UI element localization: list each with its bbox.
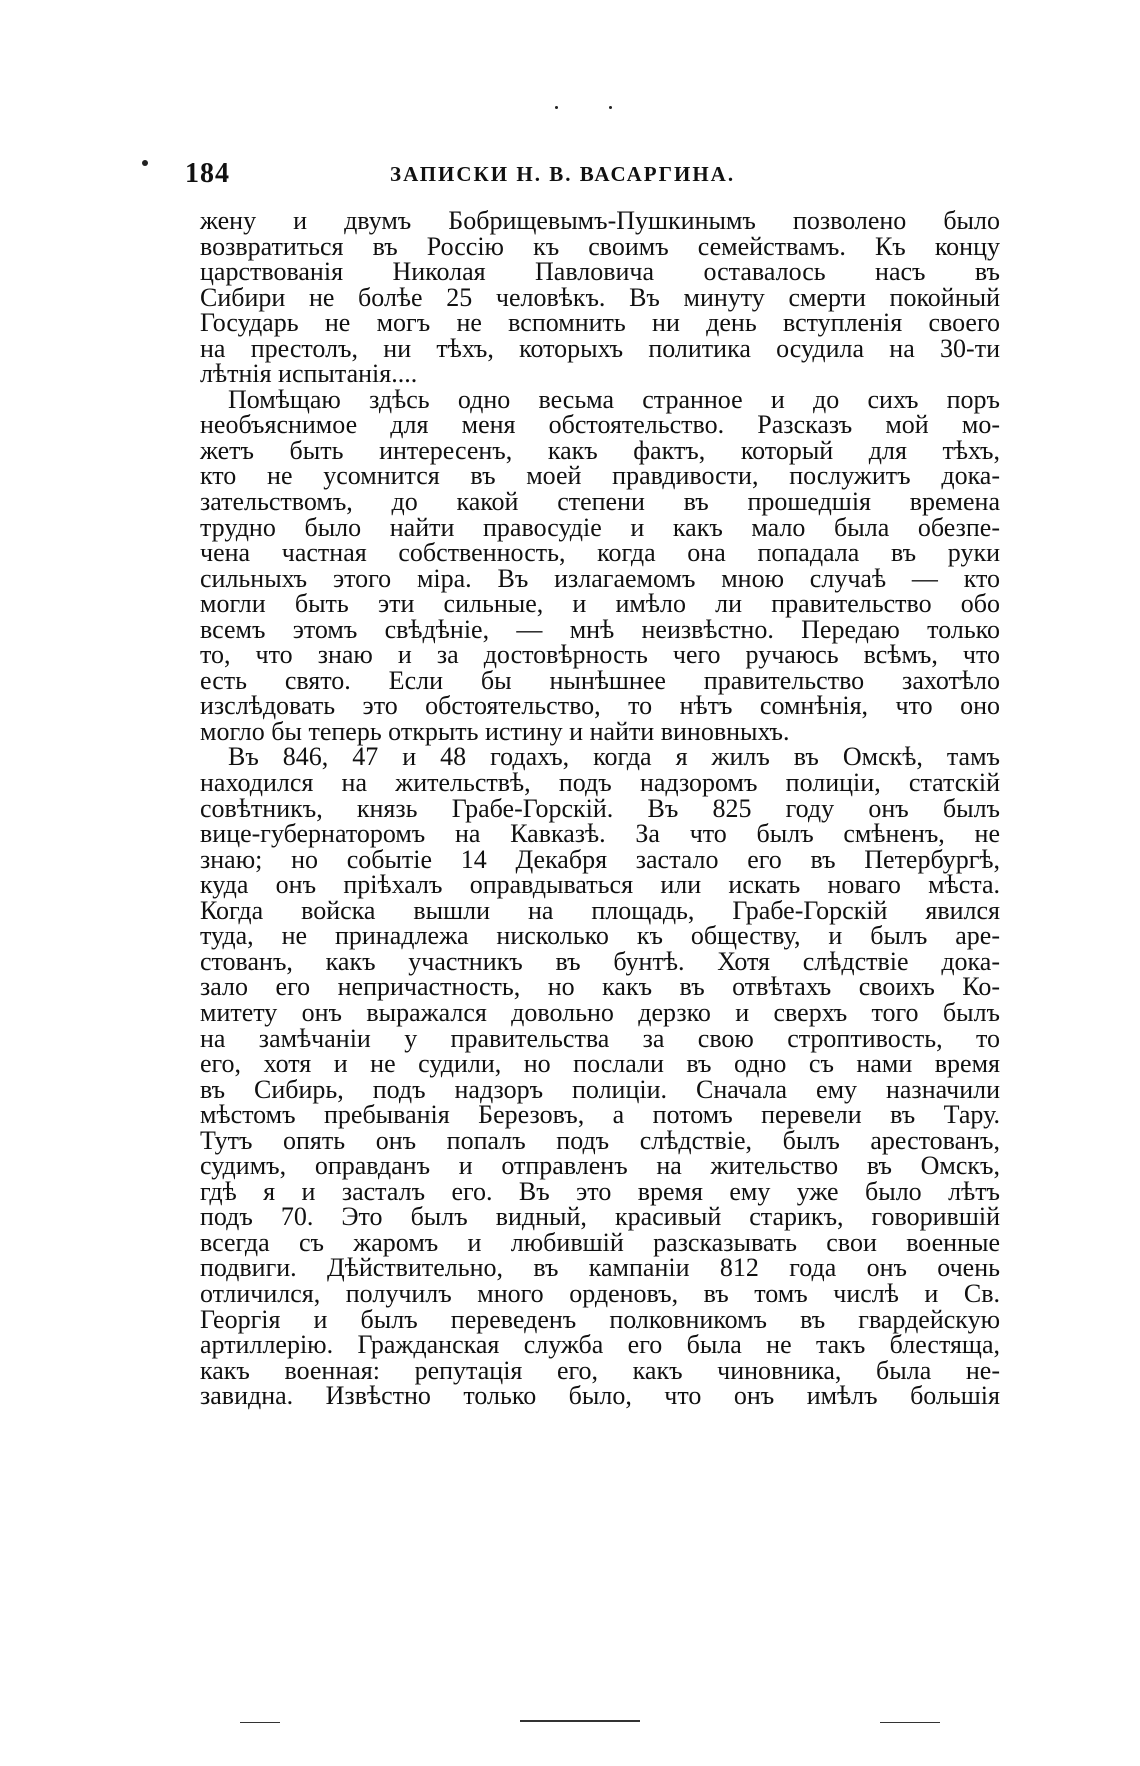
text-line: подвиги. Дѣйствительно, въ кампаніи 812 года онъ очень xyxy=(200,1253,1000,1283)
ink-speck xyxy=(609,106,612,109)
text-line: судимъ, оправданъ и отправленъ на жительство въ Омскъ, xyxy=(200,1151,1000,1181)
text-line: въ Сибирь, подъ надзоръ полиціи. Сначала ему назначили xyxy=(200,1074,1000,1104)
text-line: Государь не могъ не вспомнить ни день вступленія своего xyxy=(200,308,1000,338)
text-line: гдѣ я и засталъ его. Въ это время ему уже было лѣтъ xyxy=(200,1176,1000,1206)
text-line: всемъ этомъ свѣдѣніе, — мнѣ неизвѣстно. Передаю только xyxy=(200,614,1000,644)
text-line: стованъ, какъ участникъ въ бунтѣ. Хотя слѣдствіе дока- xyxy=(200,946,1000,976)
text-line: Тутъ опять онъ попалъ подъ слѣдствіе, былъ арестованъ, xyxy=(200,1125,1000,1155)
paragraph-start-line: Въ 846, 47 и 48 годахъ, когда я жилъ въ Омскѣ, тамъ xyxy=(228,742,1000,772)
text-line: лѣтнія испытанія.... xyxy=(200,359,418,389)
text-line: возвратиться въ Россію къ своимъ семействамъ. Къ концу xyxy=(200,231,1000,261)
text-line: изслѣдовать это обстоятельство, то нѣтъ сомнѣнія, что оно xyxy=(200,691,1000,721)
text-line: артиллерію. Гражданская служба его была не такъ блестяща, xyxy=(200,1330,1000,1360)
text-line: зало его непричастность, но какъ въ отвѣтахъ своихъ Ко- xyxy=(200,972,1000,1002)
text-line: сильныхъ этого міра. Въ излагаемомъ мною случаѣ — кто xyxy=(200,563,1000,593)
text-line: Сибири не болѣе 25 человѣкъ. Въ минуту смерти покойный xyxy=(200,282,1000,312)
text-line: митету онъ выражался довольно дерзко и сверхъ того былъ xyxy=(200,997,1000,1027)
bottom-edge-mark xyxy=(240,1722,280,1723)
text-line: туда, не принадлежа нисколько къ обществу, и былъ аре- xyxy=(200,921,1000,951)
text-line: то, что знаю и за достовѣрность чего ручаюсь всѣмъ, что xyxy=(200,640,1000,670)
text-line: всегда съ жаромъ и любившій разсказывать свои военные xyxy=(200,1227,1000,1257)
page-header xyxy=(185,150,985,190)
page-number: 184 xyxy=(185,158,230,189)
text-line: кто не усомнится въ моей правдивости, послужитъ дока- xyxy=(200,461,1000,491)
text-line: жену и двумъ Бобрищевымъ-Пушкинымъ позволено было xyxy=(200,206,1000,235)
text-line: подъ 70. Это былъ видный, красивый старикъ, говорившій xyxy=(200,1202,1000,1232)
text-line: царствованія Николая Павловича оставалось насъ въ xyxy=(200,257,1000,287)
text-line: на престолъ, ни тѣхъ, которыхъ политика осудила на 30-ти xyxy=(200,333,1000,363)
body-text xyxy=(200,208,1000,1409)
ink-speck xyxy=(555,106,558,109)
text-line: жетъ быть интересенъ, какъ фактъ, который для тѣхъ, xyxy=(200,435,1000,465)
text-line: мѣстомъ пребыванія Березовъ, а потомъ перевели въ Тару. xyxy=(200,1100,1000,1130)
text-line: его, хотя и не судили, но послали въ одно съ нами время xyxy=(200,1049,1000,1079)
text-line: могло бы теперь открыть истину и найти виновныхъ. xyxy=(200,716,790,746)
text-line: Когда войска вышли на площадь, Грабе-Горскій явился xyxy=(200,895,1000,925)
text-line: есть свято. Если бы нынѣшнее правительство захотѣло xyxy=(200,665,1000,695)
text-line: знаю; но событіе 14 Декабря застало его въ Петербургѣ, xyxy=(200,844,1000,874)
text-line: зательствомъ, до какой степени въ прошедшія времена xyxy=(200,487,1000,517)
bottom-edge-mark xyxy=(880,1722,940,1723)
text-line: отличился, получилъ много орденовъ, въ томъ числѣ и Св. xyxy=(200,1278,1000,1308)
paragraph-start-line: Помѣщаю здѣсь одно весьма странное и до сихъ поръ xyxy=(228,384,1000,414)
text-line: трудно было найти правосудіе и какъ мало была обезпе- xyxy=(200,512,1000,542)
text-line: завидна. Извѣстно только было, что онъ имѣлъ большія xyxy=(200,1381,1000,1411)
text-line: могли быть эти сильные, и имѣло ли правительство обо xyxy=(200,589,1000,619)
ink-speck xyxy=(142,160,148,166)
text-line: чена частная собственность, когда она попадала въ руки xyxy=(200,538,1000,568)
text-line: куда онъ пріѣхалъ оправдываться или искать новаго мѣста. xyxy=(200,870,1000,900)
text-line: необъяснимое для меня обстоятельство. Разсказъ мой мо- xyxy=(200,410,1000,440)
text-line: Георгія и былъ переведенъ полковникомъ въ гвардейскую xyxy=(200,1304,1000,1334)
text-line: находился на жительствѣ, подъ надзоромъ полиціи, статскій xyxy=(200,768,1000,798)
text-line: вице-губернаторомъ на Кавказѣ. За что былъ смѣненъ, не xyxy=(200,819,1000,849)
text-line: совѣтникъ, князь Грабе-Горскій. Въ 825 году онъ былъ xyxy=(200,793,1000,823)
bottom-edge-mark xyxy=(520,1720,640,1722)
text-line: какъ военная: репутація его, какъ чиновника, была не- xyxy=(200,1355,1000,1385)
running-title: ЗАПИСКИ Н. В. ВАСАРГИНА. xyxy=(390,162,736,186)
text-line: на замѣчаніи у правительства за свою строптивость, то xyxy=(200,1023,1000,1053)
